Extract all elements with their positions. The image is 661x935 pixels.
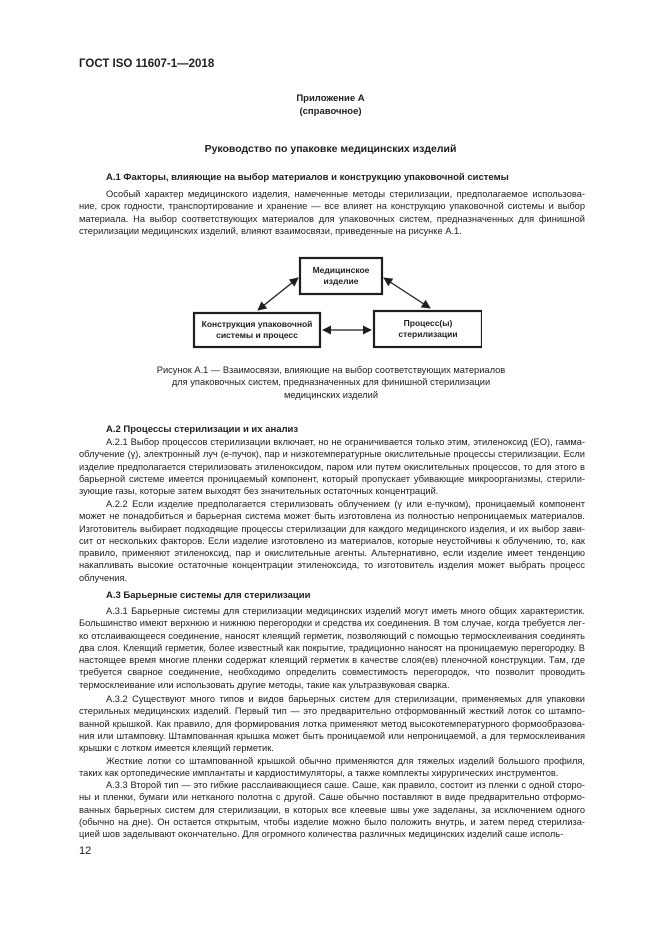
- section-a3-paragraph-1: А.3.1 Барьерные системы для стерилизации медицинских изделий могут иметь много общих характеристик. Большинство имеют верхнюю и нижнюю перегородки и средства их соединения. В том случае, когда требуется легко отслаивающееся соединение, наносят клеящий герметик, позволяющий с помощью термосклеивания соединять два слоя. Клеящий герметик, более известный как покрытие, традиционно наносят на проницаемую перегородку. В настоящее время многие пленки содержат клеящий герметик в качестве слоя(ев) пленочной конструкции. Там, где требуется сварное соединение, необходимо определить совместимость перегородок, что позволит проводить термосклеивание или использовать другие методы, такие как ультразвуковая сварка.: [79, 606, 585, 690]
- box-sterilization-label-1: Процесс(ы): [403, 318, 453, 328]
- box-packaging-design-label-2: системы и процесс: [216, 330, 298, 340]
- relationship-diagram: [180, 248, 482, 354]
- section-a1-paragraph-1: Особый характер медицинского изделия, намеченные методы стерилизации, предполагаемое использование, срок годности, транспортирование и хранение — все влияет на конструкцию упаковочной системы и выбор материала. На выбор соответствующих материалов для упаковочных систем, предназначенных для финишной стерилизации медицинских изделий, влияют взаимосвязи, приведенные на рисунке А.1.: [79, 189, 585, 236]
- annex-subtitle: (справочное): [299, 106, 362, 117]
- section-a3-paragraph-4: А.3.3 Второй тип — это гибкие расслаивающиеся саше. Саше, как правило, состоит из пленки с одной стороны и пленки, бумаги или нетканого полотна с другой. Саше обычно поставляют в виде предварительно отформованных барьерных систем для стерилизации, в которых все клеевые швы уже заделаны, за исключением одного (обычно на дне). Он остается открытым, чтобы изделие можно было положить внутрь, и затем перед стерилизацией шов заделывают окончательно. Для огромного количества различных медицинских изделий саше исполь-: [79, 780, 585, 840]
- arrow-device-sterilization: [384, 278, 430, 308]
- box-sterilization-label-2: стерилизации: [398, 329, 458, 339]
- document-title: Руководство по упаковке медицинских изделий: [204, 143, 457, 155]
- arrow-device-design: [258, 278, 298, 310]
- annex-title: Приложение А: [296, 93, 365, 104]
- section-a3-paragraph-2: А.3.2 Существуют много типов и видов барьерных систем для стерилизации, применяемых для упаковки стерильных медицинских изделий. Первый тип — это предварительно отформованный жесткий лоток со штампованной крышкой. Как правило, для формирования лотка применяют метод высокотемпературного формообразования или штамповку. Штампованная крышка может быть проницаемой или непроницаемой, а для термосклеивания крышки с лотком имеется клеящий герметик.: [79, 694, 585, 754]
- figure-caption: Рисунок А.1 — Взаимосвязи, влияющие на выбор соответствующих материалов для упаковочных систем, предназначенных для финишной стерилизации медицинских изделий: [156, 365, 506, 400]
- section-a2-paragraph-2: А.2.2 Если изделие предполагается стерилизовать облучением (γ или е-пучком), проницаемый компонент может не понадобиться и барьерная система может быть изготовлена из полностью непроницаемых материалов. Изготовитель выбирает подходящие процессы стерилизации для каждого медицинского изделия, и их выбор зависит от нескольких факторов. Если изделие изготовлено из материалов, которые неустойчивы к облучению, то, как правило, применяют этиленоксид, пар и окислительные агенты. Альтернативно, если изделие имеет тенденцию накапливать высокие остаточные концентрации этиленоксида, то изготовитель изделия может выбрать процесс облучения.: [79, 499, 585, 583]
- section-a2-paragraph-1: А.2.1 Выбор процессов стерилизации включает, но не ограничивается только этим, этиленоксид (ЕО), гамма-облучение (γ), электронный луч (е-пучок), пар и низкотемпературные окислительные процессы стерилизации. Если изделие предполагается стерилизовать этиленоксидом, паром или путем окислительных процессов, то для этого в барьерной системе имеется проницаемый компонент, который пропускает убивающие микроорганизмы, стерилизующие газы, которые затем выходят без значительных остаточных концентраций.: [79, 437, 585, 497]
- section-a3-paragraph-3: Жесткие лотки со штампованной крышкой обычно применяются для тяжелых изделий большого профиля, таких как ортопедические имплантаты и кардиостимуляторы, а также комплекты хирургических инструментов.: [79, 756, 585, 779]
- standard-code: ГОСТ ISO 11607-1—2018: [79, 58, 215, 70]
- box-medical-device-label-2: изделие: [323, 276, 359, 286]
- section-a1-heading: А.1 Факторы, влияющие на выбор материалов и конструкцию упаковочной системы: [106, 172, 509, 183]
- section-a2-heading: А.2 Процессы стерилизации и их анализ: [106, 424, 299, 435]
- box-medical-device-label-1: Медицинское: [312, 265, 370, 275]
- box-packaging-design-label-1: Конструкция упаковочной: [201, 319, 313, 329]
- page-number: 12: [79, 845, 92, 857]
- section-a3-heading: А.3 Барьерные системы для стерилизации: [106, 590, 311, 601]
